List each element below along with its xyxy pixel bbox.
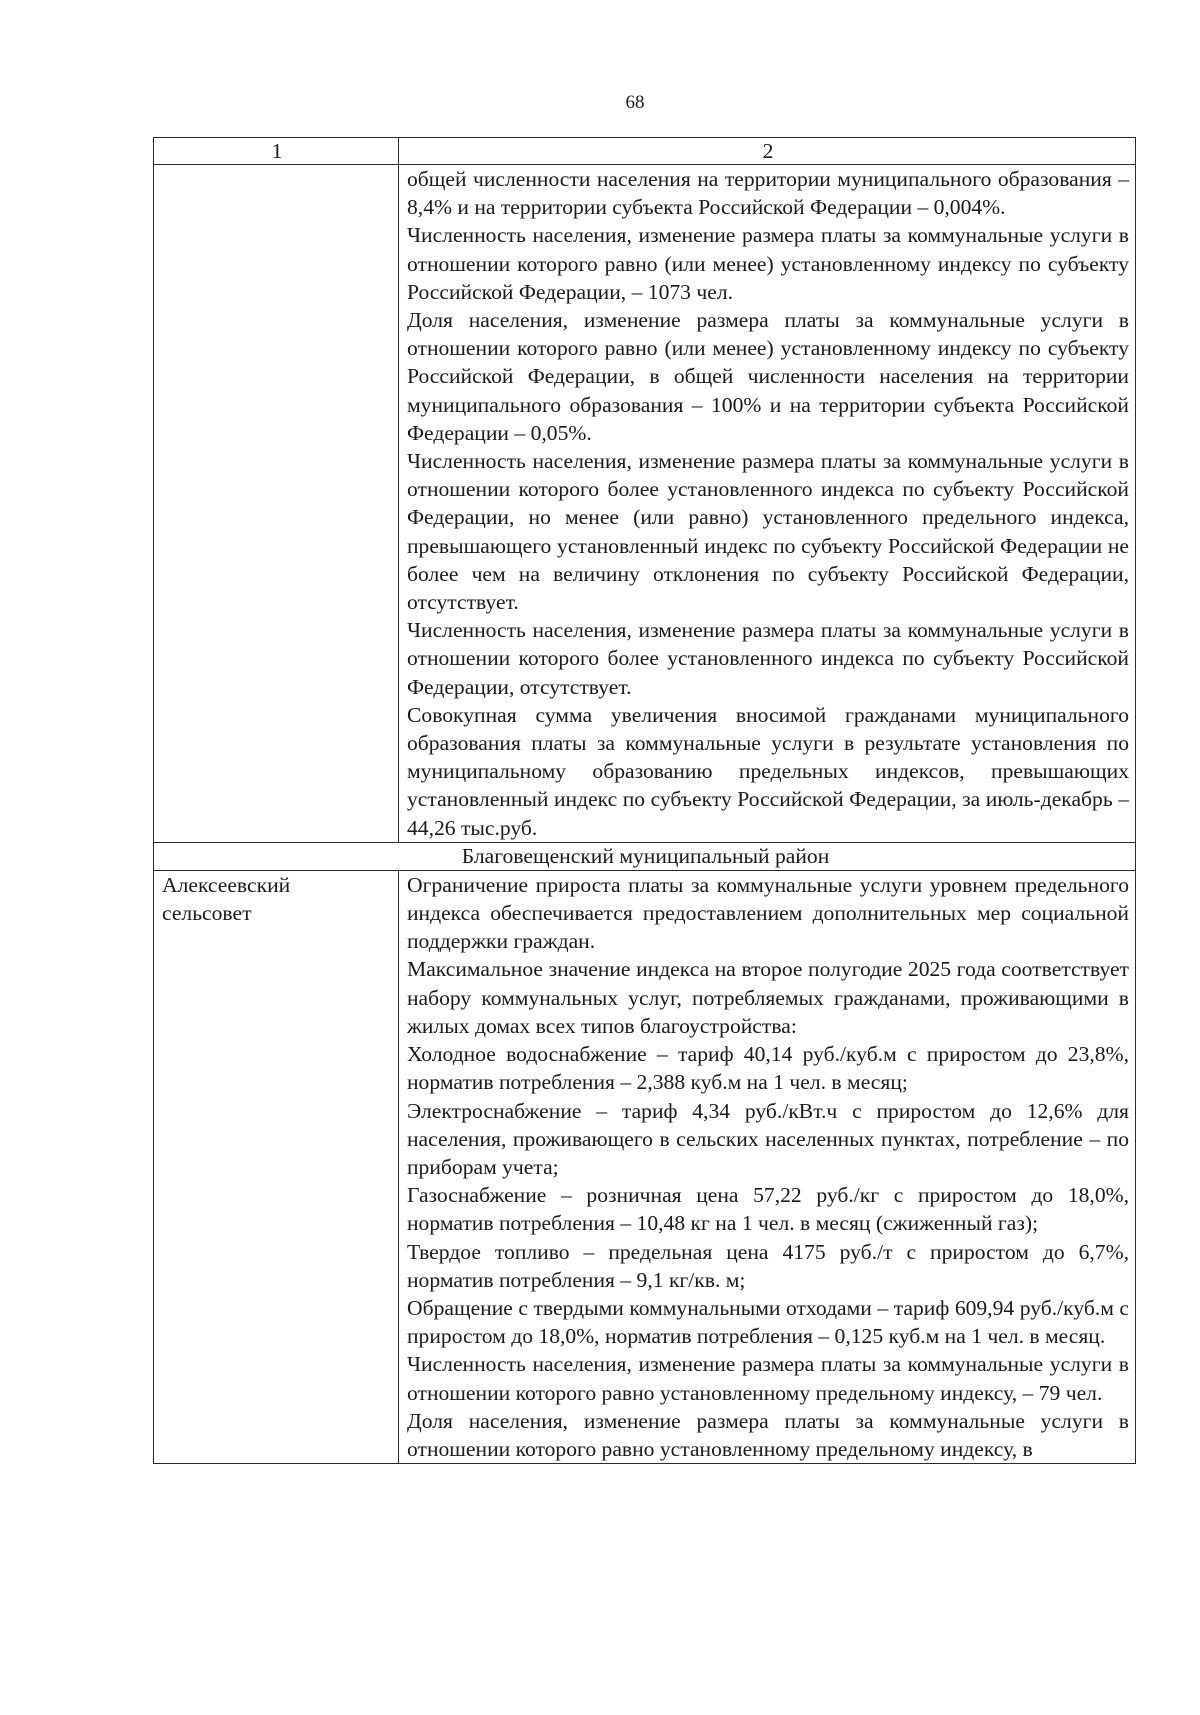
header-col-1: 1 [154,138,399,165]
table-header-row [154,138,1136,165]
municipality-name-line: Алексеевский [162,872,291,897]
section-title: Благовещенский муниципальный район [154,842,1136,870]
paragraph: общей численности населения на территории муниципального образования – 8,4% и на территории субъекта Российской Федерации – 0,004%. [407,167,1129,220]
paragraph: Ограничение прироста платы за коммунальные услуги уровнем предельного индекса обеспечивается предоставлением дополнительных мер социальной поддержки граждан. [407,872,1129,954]
paragraph: Численность населения, изменение размера платы за коммунальные услуги в отношении которого равно установленному предельному индексу, – 79 чел. [407,1352,1129,1405]
paragraph: Совокупная сумма увеличения вносимой гражданами муниципального образования платы за коммунальные услуги в результате установления по муниципальному образованию предельных индексов, превышающих установленный индекс по субъекту Российской Федерации, за июль-декабрь – 44,26 тыс.руб. [407,702,1129,840]
paragraph: Численность населения, изменение размера платы за коммунальные услуги в отношении которого равно (или менее) установленному индексу по субъекту Российской Федерации, – 1073 чел. [407,223,1129,304]
paragraph: Твердое топливо – предельная цена 4175 руб./т с приростом до 6,7%, норматив потребления – 9,1 кг/кв. м; [407,1239,1129,1292]
page-number: 68 [625,92,645,113]
entry-col-2 [399,870,1136,1463]
section-row [154,842,1136,870]
continuation-col-2 [399,165,1136,843]
paragraph: Численность населения, изменение размера платы за коммунальные услуги в отношении которого более установленного индекса по субъекту Российской Федерации, отсутствует. [407,618,1129,699]
paragraph: Численность населения, изменение размера платы за коммунальные услуги в отношении которого более установленного индекса по субъекту Российской Федерации, но менее (или равно) установленного предельного индекса, превышающего установленный индекс по субъекту Российской Федерации не более чем на величину отклонения по субъекту Российской Федерации, отсутствует. [407,449,1129,615]
table-row [154,870,1136,1463]
paragraph: Обращение с твердыми коммунальными отходами – тариф 609,94 руб./куб.м с приростом до 18,0%, норматив потребления – 0,125 куб.м на 1 чел. в месяц. [407,1295,1129,1349]
paragraph: Доля населения, изменение размера платы за коммунальные услуги в отношении которого равно (или менее) установленному индексу по субъекту Российской Федерации, в общей численности населения на территории муниципального образования – 100% и на территории субъекта Российской Федерации – 0,05%. [407,308,1129,445]
document-table [153,137,1136,1464]
paragraph: Холодное водоснабжение – тариф 40,14 руб./куб.м с приростом до 23,8%, норматив потребления – 2,388 куб.м на 1 чел. в месяц; [407,1042,1129,1095]
paragraph: Газоснабжение – розничная цена 57,22 руб./кг с приростом до 18,0%, норматив потребления – 10,48 кг на 1 чел. в месяц (сжиженный газ); [407,1183,1129,1236]
continuation-col-1 [154,165,399,843]
table-row [154,165,1136,843]
paragraph: Электроснабжение – тариф 4,34 руб./кВт.ч с приростом до 12,6% для населения, проживающего в сельских населенных пунктах, потребление – по приборам учета; [407,1098,1129,1179]
paragraph: Максимальное значение индекса на второе полугодие 2025 года соответствует набору коммунальных услуг, потребляемых гражданами, проживающими в жилых домах всех типов благоустройства: [407,957,1129,1038]
paragraph: Доля населения, изменение размера платы за коммунальные услуги в отношении которого равно установленному предельному индексу, в [407,1408,1129,1461]
header-col-2: 2 [399,138,1136,165]
municipality-name-line: сельсовет [162,901,252,926]
municipality-name [154,870,399,1463]
